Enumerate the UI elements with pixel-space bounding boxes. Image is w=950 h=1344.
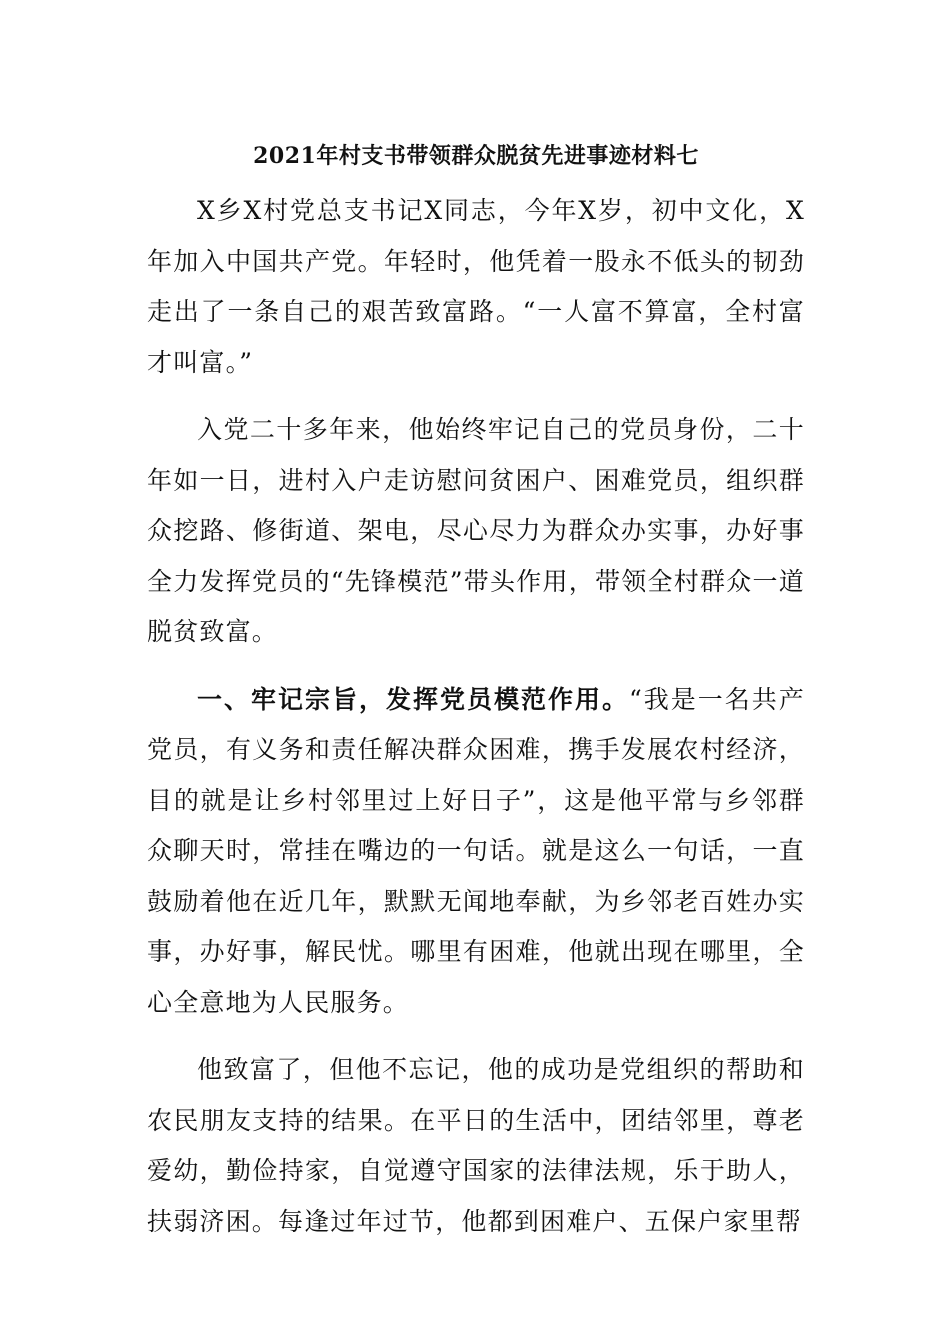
section-heading: 一、牢记宗旨，发挥党员模范作用。 xyxy=(197,684,630,714)
paragraph-text: “我是一名共产党员，有义务和责任解决群众困难，携手发展农村经济，目的就是让乡村邻里过上好日子”，这是他平常与乡邻群众聊天时，常挂在嘴边的一句话。就是这么一句话，一直鼓励着他在近几年，默默无闻地奉献，为乡邻老百姓办实事，办好事，解民忧。哪里有困难，他就出现在哪里，全心全意地为人民服务。 xyxy=(147,684,805,1017)
paragraph-prosperity xyxy=(147,1045,805,1247)
document-body xyxy=(147,138,805,1264)
document-title: 2021年村支书带领群众脱贫先进事迹材料七 xyxy=(253,143,699,169)
paragraph-intro xyxy=(147,186,805,388)
paragraph-service xyxy=(147,405,805,658)
paragraph-section-one xyxy=(147,675,805,1029)
paragraph-text: X乡X村党总支书记X同志，今年X岁，初中文化，X年加入中国共产党。年轻时，他凭着一股永不低头的韧劲走出了一条自己的艰苦致富路。“一人富不算富，全村富才叫富。” xyxy=(147,196,805,377)
paragraph-text: 入党二十多年来，他始终牢记自己的党员身份，二十年如一日，进村入户走访慰问贫困户、困难党员，组织群众挖路、修街道、架电，尽心尽力为群众办实事，办好事全力发挥党员的“先锋模范”带头作用，带领全村群众一道脱贫致富。 xyxy=(147,415,805,646)
paragraph-text: 他致富了，但他不忘记，他的成功是党组织的帮助和农民朋友支持的结果。在平日的生活中，团结邻里，尊老爱幼，勤俭持家，自觉遵守国家的法律法规，乐于助人，扶弱济困。每逢过年过节，他都到困难户、五保户家里帮 xyxy=(147,1055,805,1236)
